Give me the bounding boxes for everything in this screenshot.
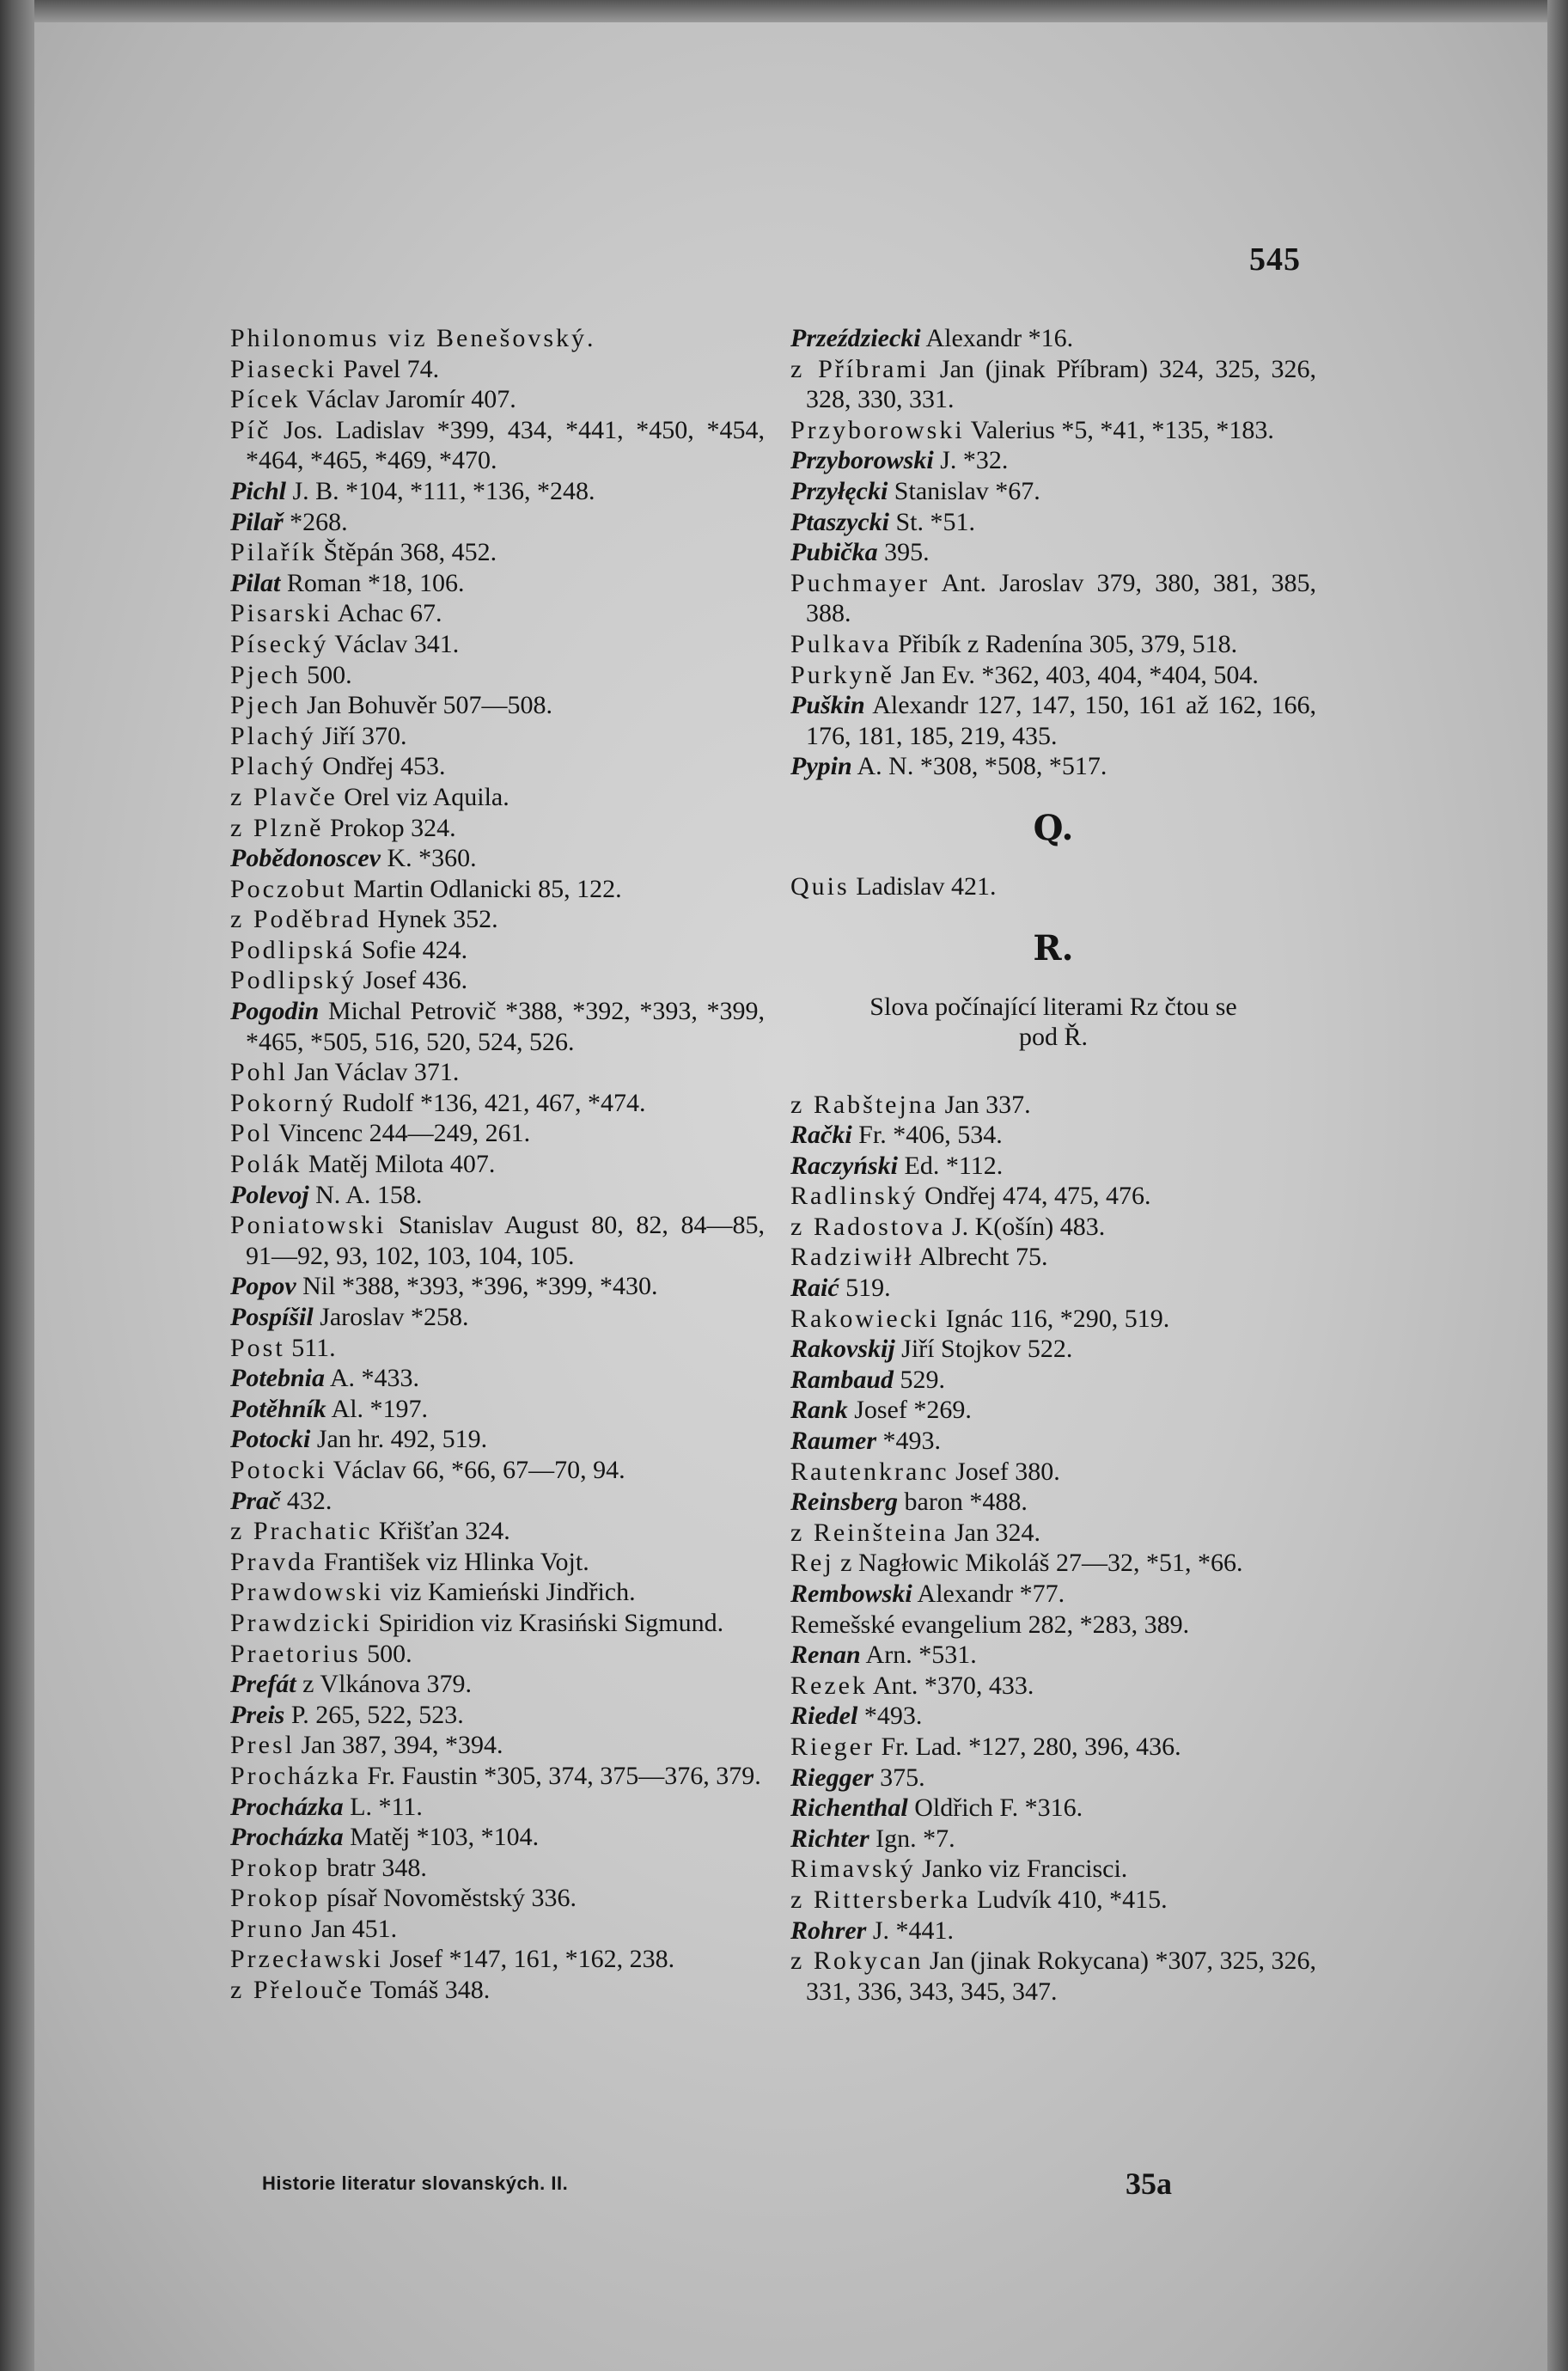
index-entry [230,1516,765,1547]
index-entry [790,1701,1316,1732]
entry-headword: Raczyński [790,1151,899,1180]
entry-headword: Rimavský [790,1855,916,1884]
index-entry [230,1333,765,1364]
index-entry [230,1792,765,1823]
entry-references: Josef *269. [847,1396,972,1425]
entry-references: Jaroslav *258. [313,1303,469,1331]
index-entry [230,1057,765,1088]
page-binding-shadow [0,0,34,2371]
index-entry [230,660,765,691]
entry-headword: Pogodin [230,997,320,1026]
index-entry [230,1822,765,1853]
index-entry [790,1548,1316,1579]
index-entry [790,354,1316,415]
entry-headword: Potocki [230,1425,311,1454]
entry-headword: Potebnia [230,1364,325,1393]
index-entry [230,629,765,660]
entry-headword: Post [230,1333,285,1362]
entry-headword: Procházka [230,1823,344,1852]
entry-headword: z Rabštejna [790,1090,939,1119]
entry-references: Hynek 352. [371,905,498,934]
entry-headword: Puchmayer [790,568,930,597]
index-entry [230,1486,765,1517]
entry-headword: Pjech [230,691,301,720]
index-entry [790,690,1316,751]
page-right-shadow [1547,0,1568,2371]
entry-headword: Remešské [790,1610,895,1639]
index-entry [790,1212,1316,1243]
index-entry [790,1916,1316,1946]
entry-references: Jan 324. [948,1518,1040,1547]
index-entry [230,1118,765,1149]
entry-references: Ondřej 453. [315,752,446,781]
index-entry [230,1424,765,1455]
entry-headword: Rohrer [790,1916,867,1945]
entry-headword: Potěhník [230,1394,326,1423]
entry-headword: Podlipský [230,966,357,995]
entry-headword: Ptaszycki [790,507,889,536]
entry-headword: z Plzně [230,813,324,842]
r-entries [790,1090,1316,2007]
index-entry [230,354,765,385]
entry-references: K. *360. [380,844,477,873]
page-footer: Historie literatur slovanských. II. [262,2172,569,2194]
entry-references: J. *32. [933,446,1009,475]
entry-headword: Pohl [230,1058,289,1087]
entry-headword: Przyłęcki [790,476,888,505]
index-entry [230,1577,765,1608]
index-entry [230,965,765,996]
entry-references: Stanislav August 80, 82, 84—85, 91—92, 93, 102, 103, 104, 105. [246,1211,765,1270]
entry-references: Ant. *370, 433. [867,1671,1034,1700]
index-entry [230,1639,765,1670]
index-entry [230,690,765,721]
index-entry [790,1854,1316,1885]
index-entry [790,1671,1316,1702]
entry-references: Sofie 424. [355,935,468,964]
page-number: 545 [1249,241,1301,278]
entry-headword: Raumer [790,1427,877,1456]
entry-references: Václav Jaromír 407. [300,385,516,414]
entry-references: Jan (jinak Rokycana) *307, 325, 326, 331, 336, 343, 345, 347. [806,1946,1316,2006]
index-entry [230,1455,765,1486]
index-entry [230,1730,765,1761]
index-entry [230,476,765,507]
entry-headword: Pilař [230,507,284,536]
index-entry [230,751,765,782]
entry-headword: Rieger [790,1732,875,1761]
entry-references: N. A. 158. [308,1180,423,1209]
entry-headword: Pokorný [230,1088,336,1117]
entry-headword: Pichl [230,476,286,505]
index-entry [230,1088,765,1119]
entry-headword: Richenthal [790,1794,908,1823]
entry-references: Tomáš 348. [363,1976,491,2005]
entry-references: Arn. *531. [860,1641,977,1670]
index-entry [230,1271,765,1302]
index-entry [230,1547,765,1578]
entry-headword: Richter [790,1824,869,1853]
entry-references: Rudolf *136, 421, 467, *474. [335,1088,646,1117]
entry-references: z Nagłowic Mikoláš 27—32, *51, *66. [833,1549,1243,1578]
entry-headword: Rakovskij [790,1335,895,1364]
entry-references: Ludvík 410, *415. [970,1885,1168,1914]
entry-headword: Polák [230,1150,302,1179]
index-entry [230,568,765,599]
entry-headword: Riedel [790,1702,858,1731]
index-entry [230,1394,765,1425]
entry-headword: Quis [790,871,850,901]
entry-headword: Przeździecki [790,324,921,352]
entry-references: Ondřej 474, 475, 476. [918,1182,1151,1211]
entry-headword: Pol [230,1119,273,1148]
index-entry [790,1518,1316,1549]
index-entry [790,751,1316,782]
entry-headword: Rank [790,1396,848,1425]
entry-references: baron *488. [898,1488,1028,1517]
index-entry [230,1975,765,2006]
entry-headword: Pruno [230,1914,305,1943]
entry-headword: Procházka [230,1761,361,1790]
entry-references: Václav 66, *66, 67—70, 94. [326,1455,625,1484]
index-entry [230,1883,765,1914]
index-entry [790,1181,1316,1212]
entry-references: Matěj *103, *104. [343,1823,540,1852]
index-entry [230,507,765,538]
entry-references: z Vlkánova 379. [296,1670,473,1699]
entry-references: 529. [894,1365,946,1394]
entry-headword: Riegger [790,1763,874,1792]
index-entry [230,874,765,905]
entry-headword: Rej [790,1549,834,1578]
entry-headword: Preis [230,1700,285,1729]
entry-references: J. K(ošín) 483. [945,1212,1106,1241]
index-entry [230,1302,765,1333]
index-entry [230,904,765,935]
entry-headword: Philonomus viz Benešovský. [230,324,596,352]
entry-references: Fr. Faustin *305, 374, 375—376, 379. [360,1761,761,1790]
index-entry [790,323,1316,354]
index-entry [230,537,765,568]
entry-references: Alexandr *16. [920,324,1074,352]
entry-headword: z Rokycan [790,1946,924,1976]
index-entry [790,1304,1316,1335]
index-entry [790,1365,1316,1396]
entry-headword: z Plavče [230,782,338,811]
entry-headword: Pícek [230,385,301,414]
entry-references: Křišťan 324. [372,1517,510,1546]
entry-headword: Reinsberg [790,1488,899,1517]
index-entry [230,1363,765,1394]
index-entry [790,537,1316,568]
entry-references: Jos. Ladislav *399, 434, *441, *450, *454, *464, *465, *469, *470. [246,415,765,475]
entry-headword: z Reinšteina [790,1518,949,1547]
entry-references: Achac 67. [333,599,442,628]
entry-references: Jan Ev. *362, 403, 404, *404, 504. [894,660,1259,689]
entry-headword: Praetorius [230,1639,361,1668]
section-r-note-line2: pod Ř. [1018,1022,1088,1051]
entry-references: J. B. *104, *111, *136, *248. [286,476,595,505]
entry-references: Orel viz Aquila. [337,782,509,811]
entry-headword: Potocki [230,1455,327,1484]
entry-references: *493. [876,1427,942,1456]
entry-references: Albrecht 75. [913,1243,1048,1272]
index-entry [790,629,1316,660]
left-column [230,323,765,2006]
index-entry [230,721,765,752]
entry-headword: Pjech [230,660,301,689]
entry-headword: Pobědonoscev [230,844,381,873]
right-column [790,323,1316,2007]
index-entry [790,1120,1316,1151]
index-entry [790,507,1316,538]
entry-references: František viz Hlinka Vojt. [317,1547,589,1576]
entry-headword: Plachý [230,752,316,781]
index-entry [790,1273,1316,1304]
entry-references: Fr. Lad. *127, 280, 396, 436. [874,1732,1181,1761]
index-entry [790,1090,1316,1121]
p-entries [790,323,1316,782]
entry-references: Jan (jinak Příbram) 324, 325, 326, 328, 330, 331. [806,354,1316,414]
entry-references: Alexandr *77. [912,1580,1065,1608]
entry-headword: Poniatowski [230,1211,387,1240]
index-entry [790,1579,1316,1610]
index-entry [790,476,1316,507]
section-r-note [790,992,1316,1090]
entry-headword: Puškin [790,691,865,720]
entry-headword: Pulkava [790,629,892,658]
entry-references: J. *441. [866,1916,955,1945]
index-entry [790,1334,1316,1365]
entry-headword: Raić [790,1274,839,1303]
entry-headword: Plachý [230,721,316,750]
entry-headword: Popov [230,1272,296,1301]
index-entry [230,415,765,476]
index-entry [790,1151,1316,1182]
entry-references: Ed. *112. [898,1151,1004,1180]
q-entries [790,871,1316,902]
entry-references: Janko viz Francisci. [915,1855,1128,1884]
entry-headword: z Příbrami [790,354,930,383]
entry-headword: Rakowiecki [790,1304,940,1333]
index-entry [790,1793,1316,1824]
entry-headword: Pilat [230,568,281,597]
index-entry [230,996,765,1057]
page-top-shadow [0,0,1568,22]
index-entry [230,843,765,874]
printer-signature: 35a [1126,2166,1172,2201]
entry-references: 395. [877,538,930,567]
entry-headword: Purkyně [790,660,894,689]
entry-headword: Piasecki [230,354,337,383]
entry-headword: Prokop [230,1884,320,1913]
index-entry [790,1610,1316,1641]
index-entry [230,813,765,844]
entry-references: Fr. *406, 534. [851,1121,1003,1150]
index-entry [230,1700,765,1731]
index-entry [790,1824,1316,1855]
entry-references: St. *51. [888,507,976,536]
index-entry [230,384,765,415]
entry-references: Ant. Jaroslav 379, 380, 381, 385, 388. [806,568,1316,628]
index-entry [790,1457,1316,1488]
index-entry [230,1608,765,1639]
entry-headword: Rezek [790,1671,868,1700]
entry-references: Valerius *5, *41, *135, *183. [964,415,1274,444]
entry-headword: Radziwiłł [790,1243,914,1272]
entry-references: Michal Petrovič *388, *392, *393, *399, *465, *505, 516, 520, 524, 526. [246,997,765,1056]
entry-references: Alexandr 127, 147, 150, 161 až 162, 166, 176, 181, 185, 219, 435. [806,691,1316,750]
entry-references: Stanislav *67. [888,476,1040,505]
entry-references: 500. [300,660,352,689]
index-entry [230,1669,765,1700]
index-entry [790,1426,1316,1457]
entry-headword: Pravda [230,1547,318,1576]
entry-references: 500. [360,1639,412,1668]
entry-references: Josef 436. [357,966,468,995]
entry-references: 375. [873,1763,925,1792]
entry-references: Martin Odlanicki 85, 122. [346,874,622,903]
entry-references: 511. [284,1333,336,1362]
entry-references: bratr 348. [320,1853,427,1882]
entry-references: evangelium 282, *283, 389. [894,1610,1190,1639]
entry-references: Jan Václav 371. [288,1058,460,1087]
entry-headword: Pypin [790,752,852,781]
index-entry [790,660,1316,691]
entry-headword: z Přelouče [230,1976,364,2005]
entry-references: Jan hr. 492, 519. [310,1425,488,1454]
entry-headword: z Poděbrad [230,905,372,934]
entry-references: Al. *197. [326,1394,429,1423]
entry-references: Jan 451. [304,1914,398,1943]
entry-references: Ladislav 421. [849,871,997,901]
section-letter-q: Q. [1033,807,1074,848]
index-entry [790,568,1316,629]
index-entry [790,1242,1316,1273]
entry-references: *268. [283,507,348,536]
index-entry [230,782,765,813]
index-entry [790,1640,1316,1671]
entry-references: písař Novoměstský 336. [320,1884,577,1913]
section-r-note-line1: Slova počínající literami Rz čtou se [869,992,1237,1021]
entry-headword: z Rittersberka [790,1885,971,1914]
index-entry [790,1395,1316,1426]
entry-headword: Prawdzicki [230,1608,372,1637]
index-entry [230,1149,765,1180]
index-entry [790,1732,1316,1763]
index-entry [230,1180,765,1211]
entry-headword: Przyborowski [790,446,934,475]
entry-headword: Przyborowski [790,415,965,444]
index-entry [230,935,765,966]
entry-references: Ign. *7. [869,1824,955,1853]
entry-headword: Renan [790,1641,861,1670]
entry-references: 519. [839,1274,891,1303]
index-entry [230,598,765,629]
entry-headword: Prač [230,1486,281,1515]
entry-headword: Rački [790,1121,852,1150]
entry-headword: Prefát [230,1670,296,1699]
section-letter-r: R. [1033,927,1074,969]
entry-references: A. N. *308, *508, *517. [851,752,1107,781]
entry-references: viz Kamieński Jindřich. [383,1578,636,1607]
entry-references: Josef 380. [949,1457,1060,1486]
entry-references: Jiří 370. [315,721,407,750]
index-entry [790,445,1316,476]
entry-references: Pavel 74. [336,354,440,383]
entry-headword: Procházka [230,1792,344,1821]
entry-headword: Rautenkranc [790,1457,949,1486]
entry-headword: z Prachatic [230,1517,373,1546]
entry-references: Jan 337. [938,1090,1031,1119]
index-entry [790,871,1316,902]
entry-references: Jan Bohuvěr 507—508. [300,691,552,720]
index-entry [790,1885,1316,1916]
entry-headword: Przecławski [230,1945,383,1974]
entry-headword: Písecký [230,629,329,658]
entry-references: Václav 341. [328,629,460,658]
entry-references: A. *433. [325,1364,420,1393]
entry-references: *493. [857,1702,923,1731]
index-entry [230,1853,765,1884]
entry-headword: Presl [230,1731,295,1760]
index-entry [790,1763,1316,1794]
index-entry [230,1914,765,1945]
entry-references: L. *11. [343,1792,423,1821]
entry-headword: Pubička [790,538,878,567]
entry-headword: Rambaud [790,1365,894,1394]
entry-references: 432. [280,1486,333,1515]
entry-headword: Podlipská [230,935,356,964]
entry-references: Matěj Milota 407. [302,1150,496,1179]
entry-headword: z Radostova [790,1212,946,1241]
entry-headword: Radlinský [790,1182,918,1211]
index-entry [230,1761,765,1792]
entry-references: Štěpán 368, 452. [317,538,497,567]
entry-headword: Poczobut [230,874,347,903]
entry-references: P. 265, 522, 523. [284,1700,464,1729]
entry-references: Roman *18, 106. [280,568,465,597]
entry-references: Jiří Stojkov 522. [894,1335,1073,1364]
entry-references: Oldřich F. *316. [907,1794,1083,1823]
entry-headword: Prawdowski [230,1578,384,1607]
entry-headword: Rembowski [790,1580,912,1608]
entry-headword: Pilařík [230,538,317,567]
index-entry [230,323,765,354]
index-entry [790,415,1316,446]
entry-headword: Píč [230,415,272,444]
entry-references: Jan 387, 394, *394. [295,1731,503,1760]
index-entry [230,1944,765,1975]
entry-references: Přibík z Radenína 305, 379, 518. [891,629,1238,658]
entry-headword: Polevoj [230,1180,309,1209]
index-entry [790,1946,1316,2007]
entry-headword: Pospíšil [230,1303,314,1331]
index-entry [230,1210,765,1271]
entry-references: Josef *147, 161, *162, 238. [382,1945,675,1974]
entry-references: Spiridion viz Krasiński Sigmund. [371,1608,724,1637]
index-entry [790,1487,1316,1518]
entry-references: Prokop 324. [323,813,456,842]
entry-references: Ignác 116, *290, 519. [939,1304,1170,1333]
entry-headword: Prokop [230,1853,320,1882]
entry-headword: Pisarski [230,599,333,628]
entry-references: Vincenc 244—249, 261. [272,1119,531,1148]
entry-references: Nil *388, *393, *396, *399, *430. [296,1272,658,1301]
